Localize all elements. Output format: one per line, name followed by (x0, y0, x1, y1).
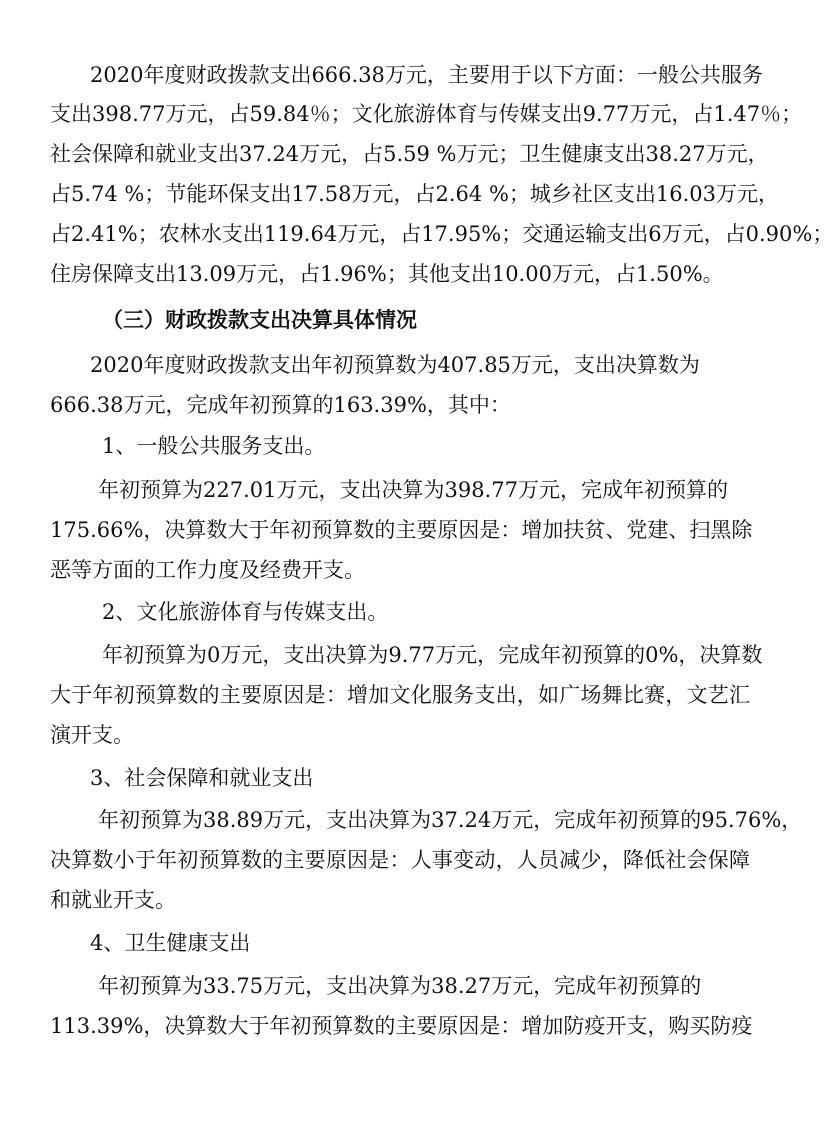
overview-line-4: 占5.74 %；节能环保支出17.58万元，占2.64 %；城乡社区支出16.03万元， (50, 182, 780, 206)
item-4-body-line-2: 113.39%，决算数大于年初预算数的主要原因是：增加防疫开支，购买防疫 (50, 1014, 753, 1038)
item-1-body-line-2: 175.66%，决算数大于年初预算数的主要原因是：增加扶贫、党建、扫黑除 (50, 518, 753, 542)
section-heading: （三）财政拨款支出决算具体情况 (102, 307, 417, 332)
item-1-title: 1、一般公共服务支出。 (102, 434, 326, 458)
item-3-body-line-2: 决算数小于年初预算数的主要原因是：人事变动，人员减少，降低社会保障 (50, 848, 750, 872)
overview-line-2: 支出398.77万元，占59.84％；文化旅游体育与传媒支出9.77万元，占1.47％； (50, 102, 803, 126)
summary-line-2: 666.38万元，完成年初预算的163.39%，其中： (50, 393, 511, 417)
overview-line-3: 社会保障和就业支出37.24万元，占5.59 %万元；卫生健康支出38.27万元， (50, 142, 769, 166)
item-2-body-line-2: 大于年初预算数的主要原因是：增加文化服务支出，如广场舞比赛，文艺汇 (50, 683, 750, 707)
item-2-body-line-3: 演开支。 (50, 723, 134, 747)
overview-line-5: 占2.41%；农林水支出119.64万元，占17.95%；交通运输支出6万元，占0.90%； (50, 222, 833, 246)
item-4-title: 4、卫生健康支出 (90, 931, 251, 955)
item-4-body-line-1: 年初预算为33.75万元，支出决算为38.27万元，完成年初预算的 (98, 974, 702, 998)
item-2-title: 2、文化旅游体育与传媒支出。 (102, 600, 389, 624)
item-3-body-line-1: 年初预算为38.89万元，支出决算为37.24万元，完成年初预算的95.76%， (98, 808, 803, 832)
item-2-body-line-1: 年初预算为0万元，支出决算为9.77万元，完成年初预算的0%，决算数 (102, 643, 763, 667)
item-1-body-line-1: 年初预算为227.01万元，支出决算为398.77万元，完成年初预算的 (98, 478, 728, 502)
overview-line-6: 住房保障支出13.09万元，占1.96%；其他支出10.00万元，占1.50%。 (50, 262, 724, 286)
item-3-body-line-3: 和就业开支。 (50, 888, 176, 912)
item-1-body-line-3: 恶等方面的工作力度及经费开支。 (50, 558, 365, 582)
summary-line-1: 2020年度财政拨款支出年初预算数为407.85万元，支出决算数为 (90, 353, 700, 377)
item-3-title: 3、社会保障和就业支出 (90, 766, 314, 790)
overview-line-1: 2020年度财政拨款支出666.38万元，主要用于以下方面：一般公共服务 (90, 63, 763, 87)
